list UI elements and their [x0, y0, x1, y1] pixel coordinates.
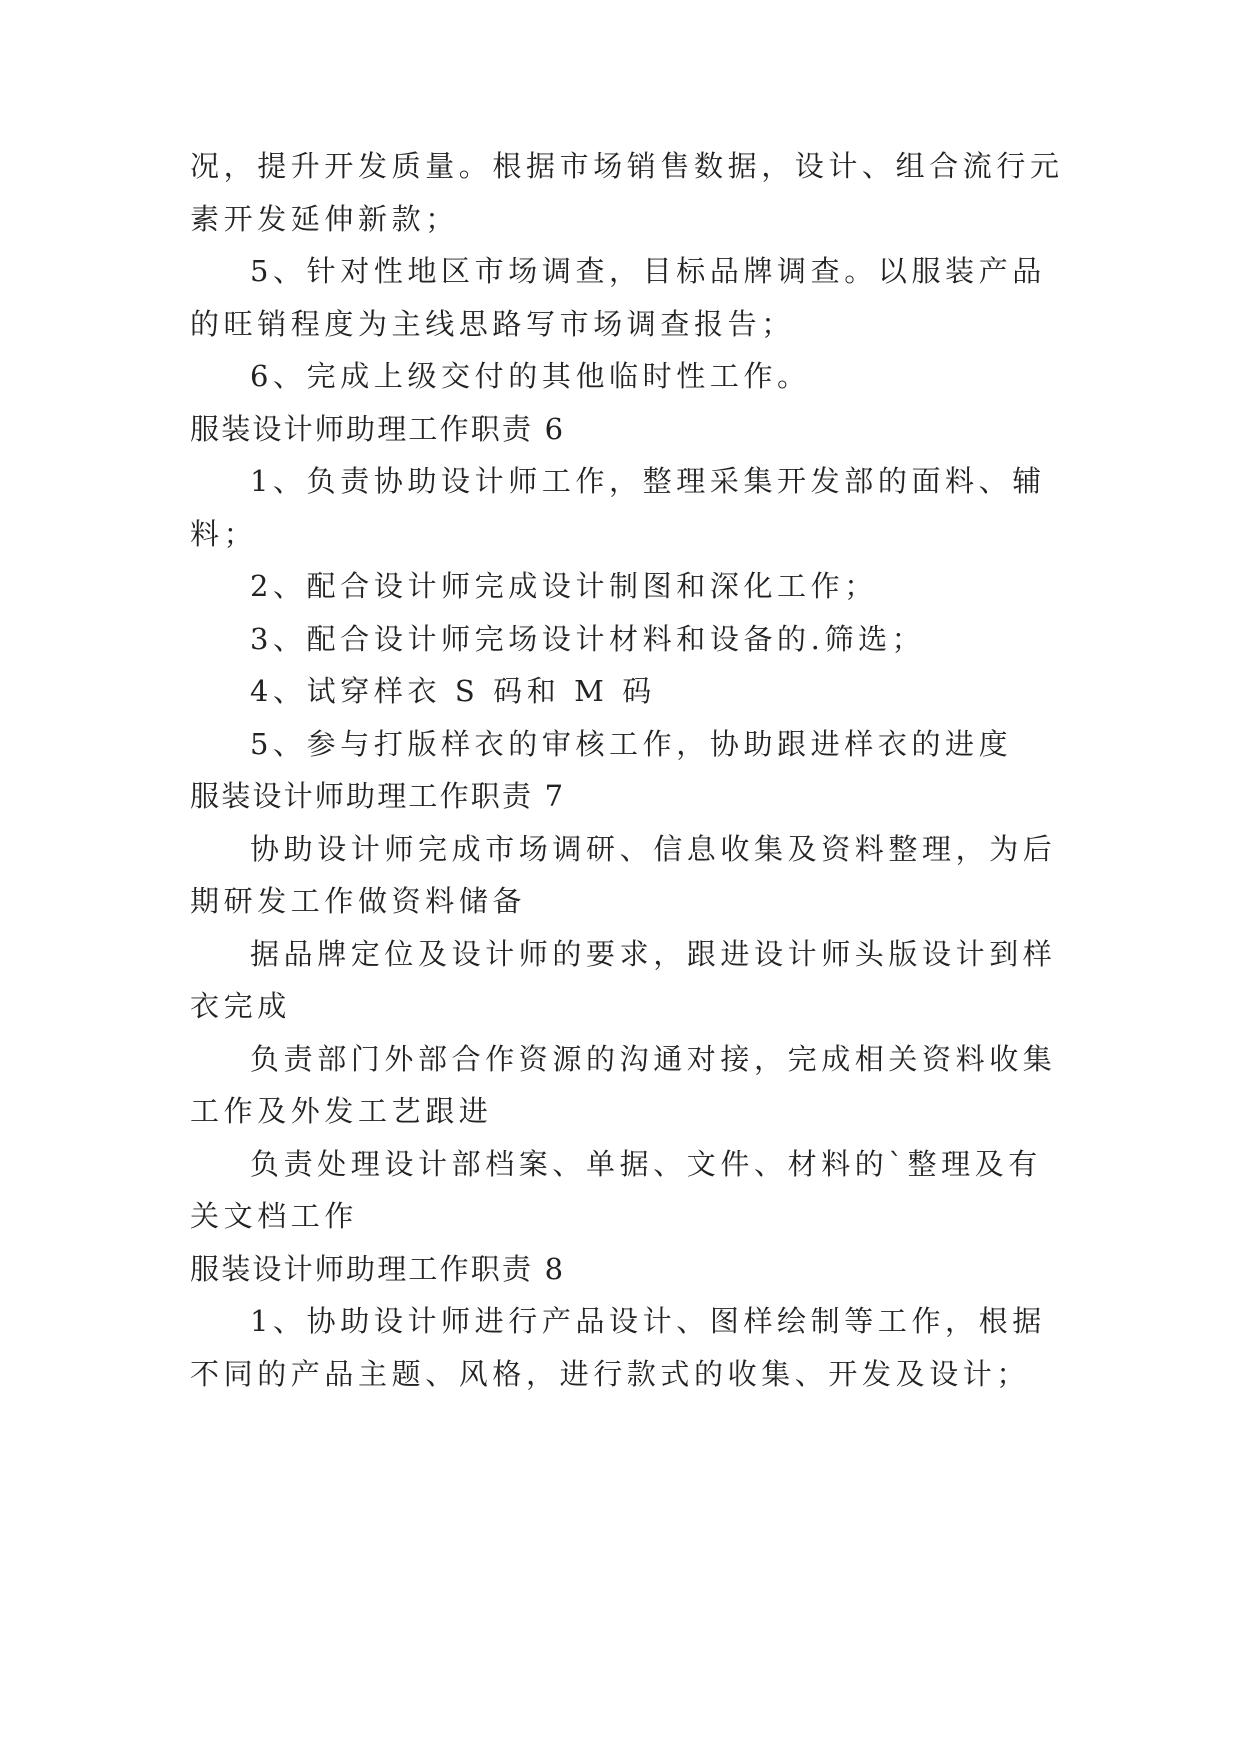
- paragraph-line: 据品牌定位及设计师的要求，跟进设计师头版设计到样: [250, 937, 1057, 971]
- section-heading: 服装设计师助理工作职责 7: [190, 779, 566, 813]
- paragraph-line: 协助设计师完成市场调研、信息收集及资料整理，为后: [250, 832, 1057, 866]
- paragraph-line: 4、试穿样衣 S 码和 M 码: [250, 674, 656, 708]
- paragraph-line: 衣完成: [190, 989, 291, 1023]
- paragraph-line: 不同的产品主题、风格，进行款式的收集、开发及设计；: [190, 1357, 1031, 1391]
- paragraph-line: 期研发工作做资料储备: [190, 884, 527, 918]
- section-heading: 服装设计师助理工作职责 8: [190, 1252, 566, 1286]
- paragraph-line: 负责处理设计部档案、单据、文件、材料的`整理及有: [250, 1147, 1042, 1181]
- paragraph-line: 的旺销程度为主线思路写市场调查报告；: [190, 307, 795, 341]
- paragraph-line: 素开发延伸新款；: [190, 202, 459, 236]
- paragraph-line: 负责部门外部合作资源的沟通对接，完成相关资料收集: [250, 1042, 1057, 1076]
- paragraph-line: 6、完成上级交付的其他临时性工作。: [250, 359, 811, 393]
- paragraph-line: 2、配合设计师完成设计制图和深化工作；: [250, 569, 878, 603]
- paragraph-line: 料；: [190, 517, 258, 551]
- paragraph-line: 关文档工作: [190, 1199, 359, 1233]
- paragraph-line: 5、参与打版样衣的审核工作，协助跟进样衣的进度: [250, 727, 1013, 761]
- paragraph-line: 况，提升开发质量。根据市场销售数据，设计、组合流行元: [190, 149, 1064, 183]
- paragraph-line: 1、负责协助设计师工作，整理采集开发部的面料、辅: [250, 464, 1046, 498]
- section-heading: 服装设计师助理工作职责 6: [190, 412, 566, 446]
- paragraph-line: 工作及外发工艺跟进: [190, 1094, 493, 1128]
- paragraph-line: 3、配合设计师完场设计材料和设备的.筛选；: [250, 622, 926, 656]
- paragraph-line: 5、针对性地区市场调查，目标品牌调查。以服装产品: [250, 254, 1046, 288]
- paragraph-line: 1、协助设计师进行产品设计、图样绘制等工作，根据: [250, 1304, 1046, 1338]
